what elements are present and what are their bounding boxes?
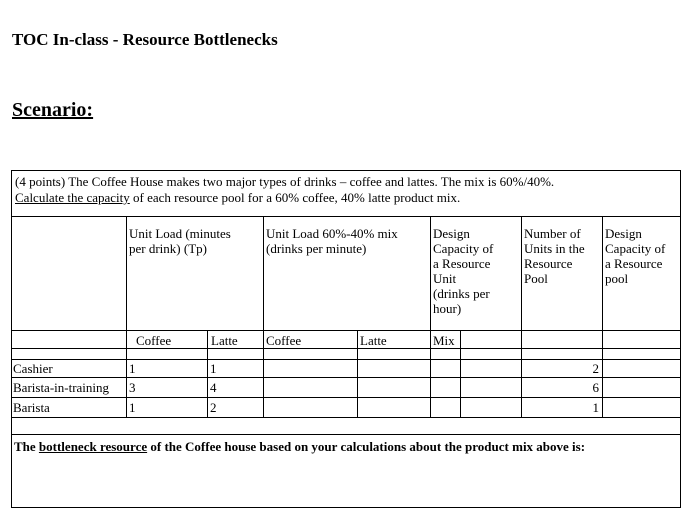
row-barista-units: 1: [592, 400, 599, 415]
row-barista-coffee: 1: [129, 400, 136, 415]
header-unit-load-tp: Unit Load (minutes per drink) (Tp): [129, 226, 231, 256]
grid-line: [263, 217, 264, 417]
prompt-task-rest: of each resource pool for a 60% coffee, 40% latte product mix.: [129, 190, 461, 205]
scenario-heading: Scenario:: [12, 99, 94, 121]
prompt-box: [11, 170, 681, 217]
grid-line: [126, 217, 127, 417]
row-cashier-latte: 1: [210, 361, 217, 376]
header-design-capacity-unit: Design Capacity of a Resource Unit (drinks per hour): [433, 226, 494, 316]
row-barista-latte: 2: [210, 400, 217, 415]
header-unit-load-mix: Unit Load 60%-40% mix (drinks per minute): [266, 226, 398, 256]
header-units-in-pool: Number of Units in the Resource Pool: [524, 226, 585, 286]
subheader-coffee-mix: Coffee: [266, 333, 302, 348]
grid-line: [11, 377, 681, 378]
subheader-latte-tp: Latte: [211, 333, 238, 348]
row-cashier-resource: Cashier: [13, 361, 53, 376]
row-barista-resource: Barista: [13, 400, 50, 415]
grid-line: [521, 217, 522, 417]
grid-line: [11, 348, 681, 349]
bottleneck-question: The bottleneck resource of the Coffee house based on your calculations about the product mix above is:: [14, 439, 586, 454]
header-design-capacity-pool: Design Capacity of a Resource pool: [605, 226, 666, 286]
row-barista-in-training-latte: 4: [210, 380, 217, 395]
prompt-text: [15, 174, 675, 206]
prompt-points: (4 points) The Coffee House makes two major types of drinks – coffee and lattes. The mix is 60%/40%.: [15, 174, 555, 189]
grid-line: [357, 330, 358, 417]
row-cashier-coffee: 1: [129, 361, 136, 376]
subheader-coffee-tp: Coffee: [136, 333, 172, 348]
subheader-mix: Mix: [433, 333, 455, 348]
grid-line: [602, 217, 603, 417]
grid-line: [11, 397, 681, 398]
row-barista-in-training-units: 6: [592, 380, 599, 395]
subheader-latte-mix: Latte: [360, 333, 387, 348]
bottleneck-resource-link: bottleneck resource: [38, 439, 148, 454]
grid-line: [11, 330, 681, 331]
grid-line: [11, 417, 681, 418]
row-barista-in-training-coffee: 3: [129, 380, 136, 395]
row-cashier-units: 2: [592, 361, 599, 376]
prompt-task-link: Calculate the capacity: [15, 190, 130, 205]
grid-line: [11, 434, 681, 435]
grid-line: [430, 217, 431, 417]
grid-line: [11, 359, 681, 360]
row-barista-in-training-resource: Barista-in-training: [13, 380, 110, 395]
grid-line: [460, 330, 461, 417]
grid-line: [207, 330, 208, 417]
document-title: TOC In-class - Resource Bottlenecks: [12, 30, 278, 49]
